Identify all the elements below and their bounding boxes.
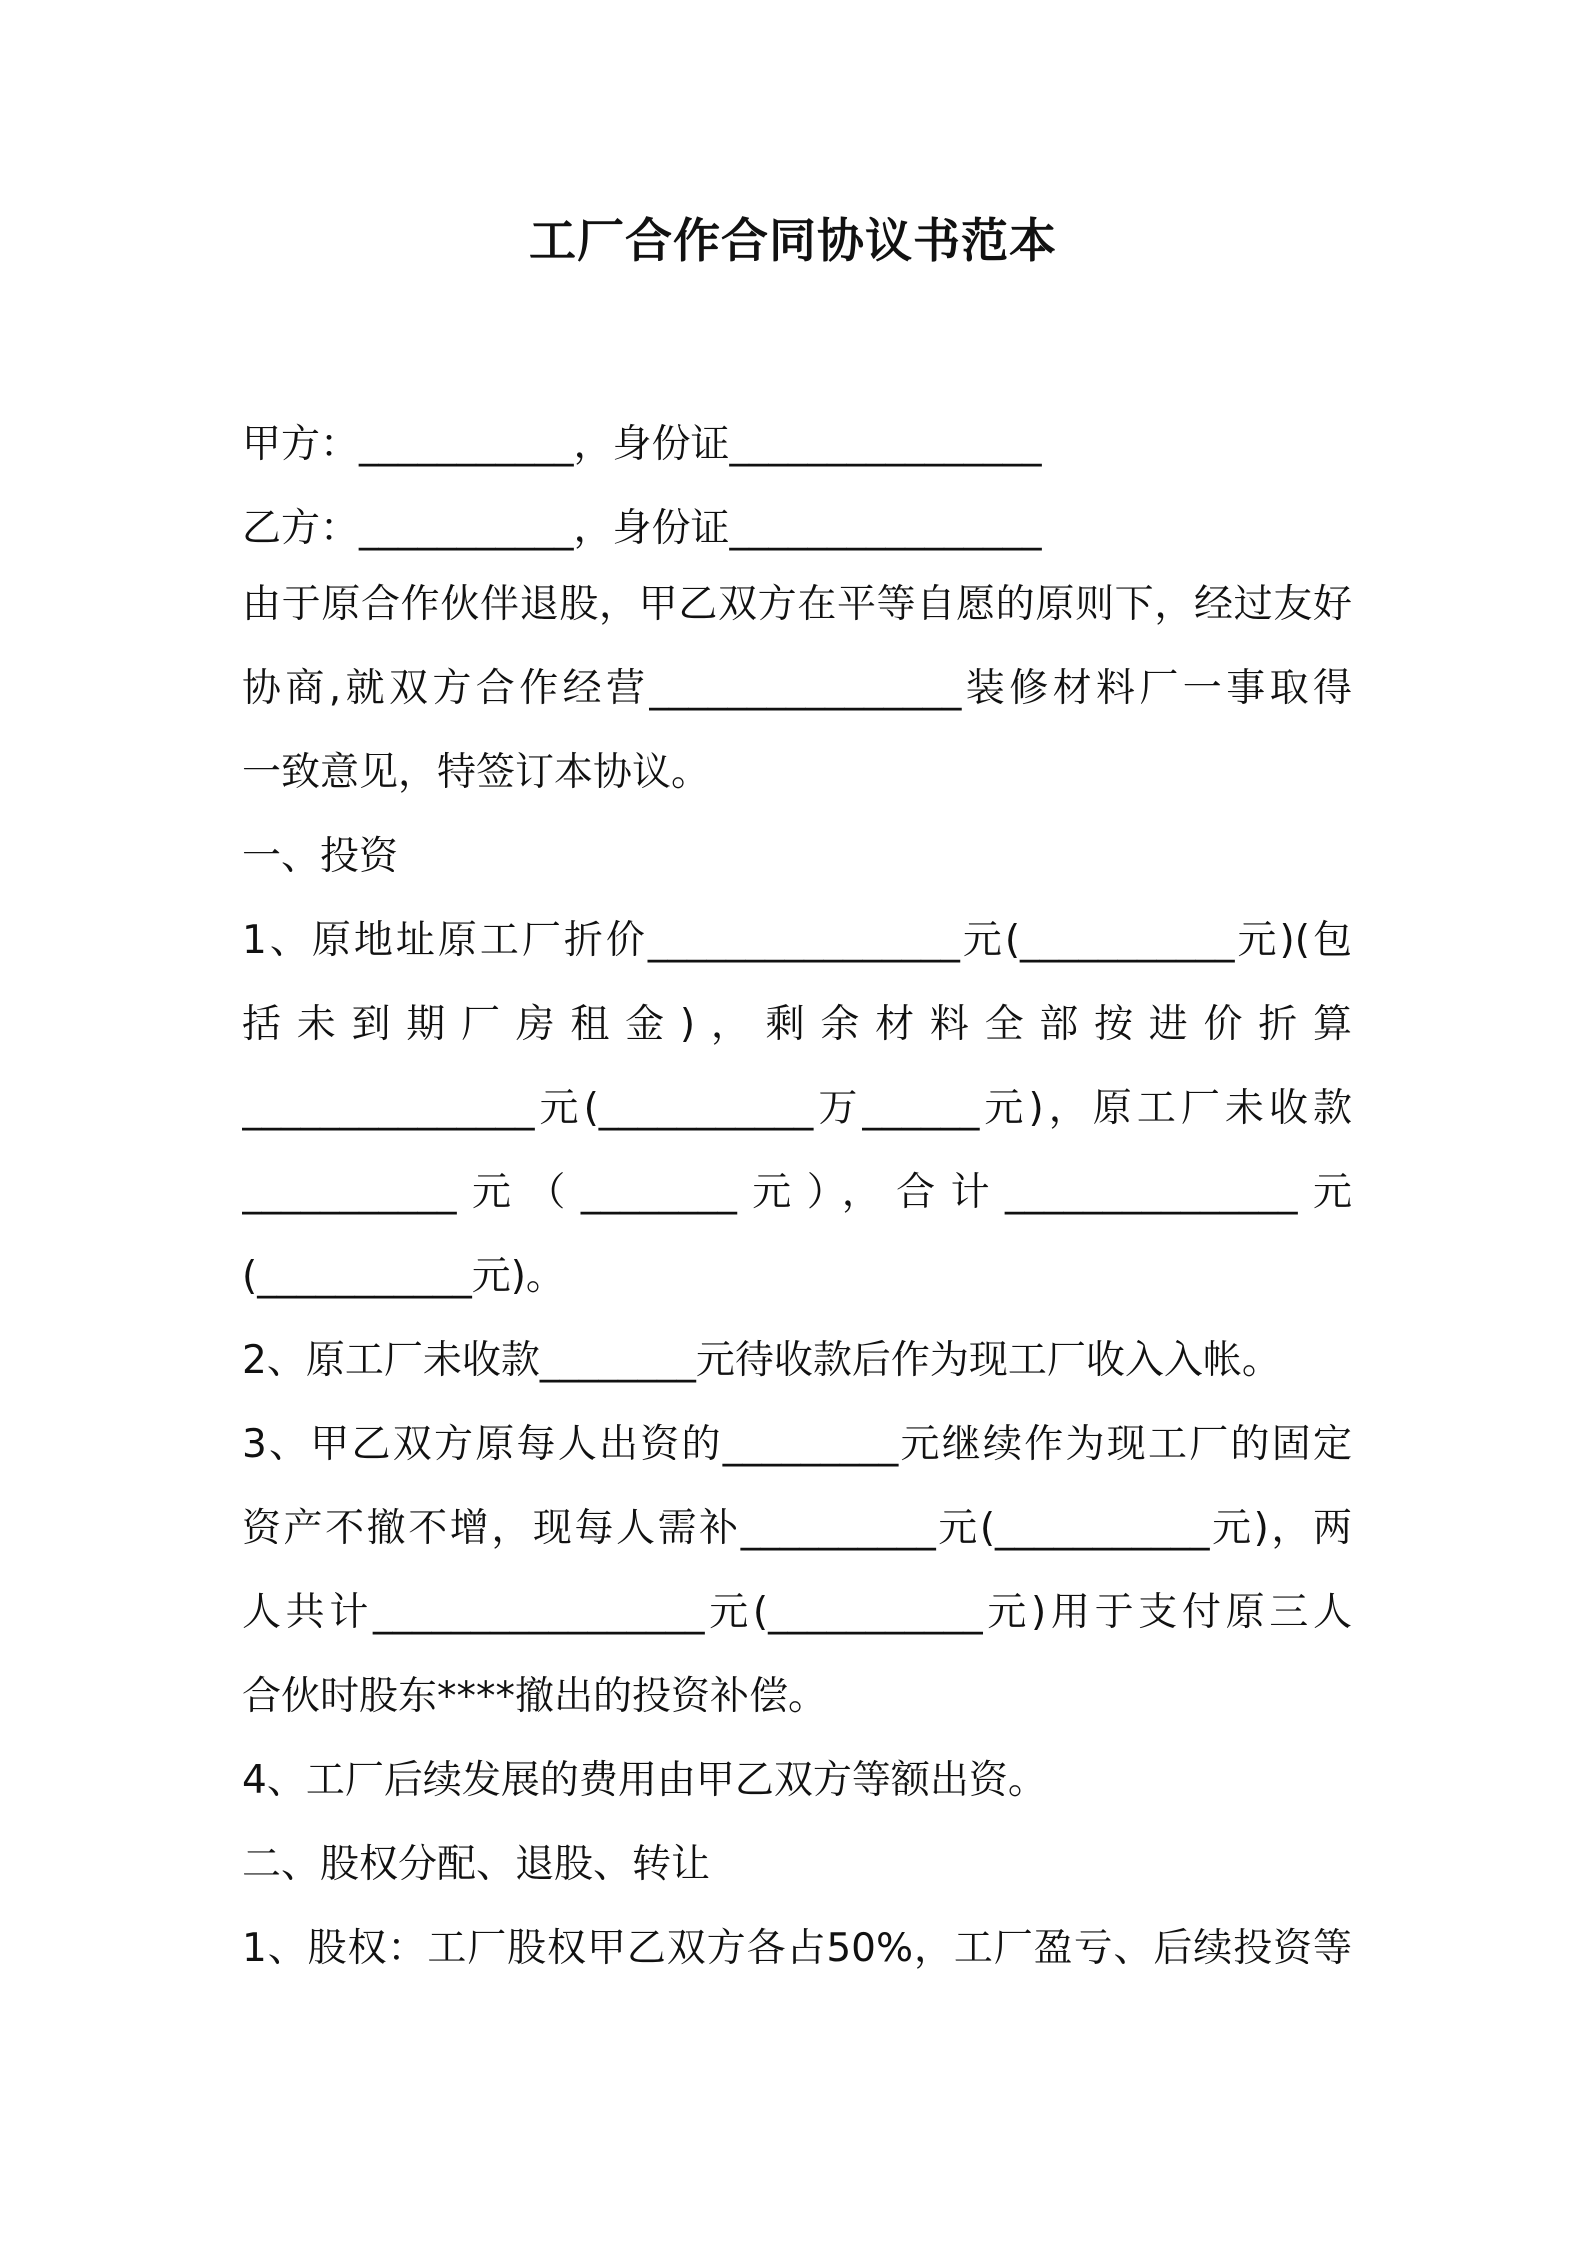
clause-1-3-line-1: 3、甲乙双方原每人出资的_________元继续作为现工厂的固定 (242, 1422, 1352, 1467)
clause-1-4: 4、工厂后续发展的费用由甲乙双方等额出资。 (242, 1758, 1047, 1803)
clause-2-1-line-1: 1、股权：工厂股权甲乙双方各占50%，工厂盈亏、后续投资等 (242, 1926, 1352, 1971)
clause-1-3-line-4: 合伙时股东****撤出的投资补偿。 (242, 1674, 828, 1719)
clause-1-2: 2、原工厂未收款________元待收款后作为现工厂收入入帐。 (242, 1338, 1281, 1383)
clause-1-1-line-3: _______________元(___________万______元)，原工厂未收款 (242, 1086, 1352, 1131)
party-b-line: 乙方：___________，身份证________________ (242, 506, 1042, 551)
clause-1-1-line-2: 括未到期厂房租金)，剩余材料全部按进价折算 (242, 1002, 1352, 1047)
party-a-line: 甲方：___________，身份证________________ (242, 422, 1042, 467)
section-heading-investment: 一、投资 (242, 834, 399, 879)
clause-1-3-line-3: 人共计_________________元(___________元)用于支付原三人 (242, 1590, 1352, 1635)
clause-1-1-line-1: 1、原地址原工厂折价________________元(___________元)(包 (242, 918, 1352, 963)
preamble-line-1: 由于原合作伙伴退股，甲乙双方在平等自愿的原则下，经过友好 (242, 582, 1352, 627)
preamble-line-2: 协商,就双方合作经营________________装修材料厂一事取得 (242, 666, 1352, 711)
section-heading-equity: 二、股权分配、退股、转让 (242, 1842, 711, 1887)
clause-1-3-line-2: 资产不撤不增，现每人需补__________元(___________元)，两 (242, 1506, 1352, 1551)
document-title: 工厂合作合同协议书范本 (529, 214, 1057, 269)
preamble-line-3: 一致意见，特签订本协议。 (242, 750, 711, 795)
clause-1-1-line-4: ___________元（________元），合计_______________元 (242, 1170, 1352, 1215)
clause-1-1-line-5: (___________元)。 (242, 1254, 565, 1299)
